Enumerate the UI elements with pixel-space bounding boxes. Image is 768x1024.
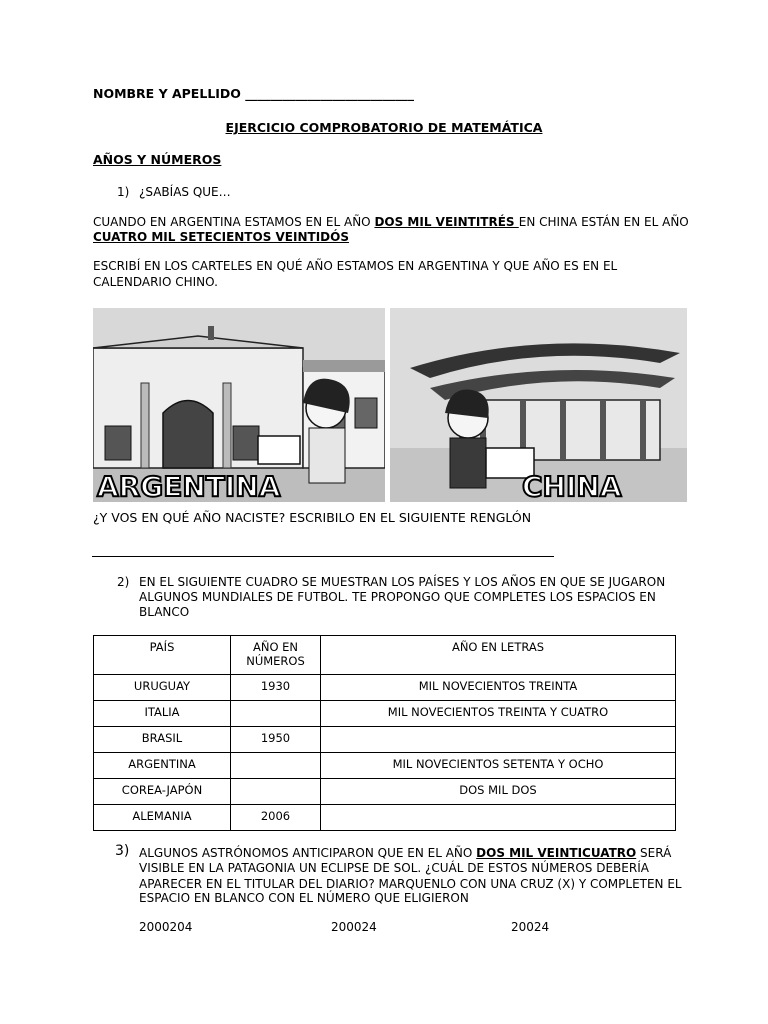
- cell-year-words: MIL NOVECIENTOS TREINTA Y CUATRO: [321, 701, 676, 727]
- section-title: AÑOS Y NÚMEROS: [93, 152, 222, 167]
- table-row: [94, 701, 676, 727]
- cell-year-words-blank[interactable]: [321, 805, 676, 831]
- q1-p2-line2: CALENDARIO CHINO.: [93, 275, 218, 289]
- q2-line1: EN EL SIGUIENTE CUADRO SE MUESTRAN LOS PAÍSES Y LOS AÑOS EN QUE SE JUGARON: [139, 575, 666, 589]
- birth-year-question: ¿Y VOS EN QUÉ AÑO NACISTE? ESCRIBILO EN EL SIGUIENTE RENGLÓN: [93, 510, 532, 525]
- chinese-temple-drawing: [390, 308, 687, 502]
- q2-line2: ALGUNOS MUNDIALES DE FUTBOL. TE PROPONGO QUE COMPLETES LOS ESPACIOS EN: [139, 590, 656, 604]
- q3-l1-text-a: ALGUNOS ASTRÓNOMOS ANTICIPARON QUE EN EL AÑO: [139, 846, 477, 860]
- header-year-words: AÑO EN LETRAS: [321, 636, 676, 675]
- q3-line3: APARECER EN EL TITULAR DEL DIARIO? MARQUENLO CON UNA CRUZ (X) Y COMPLETEN EL: [139, 877, 682, 891]
- cell-country: BRASIL: [94, 727, 231, 753]
- q1-p1-text-b: EN CHINA ESTÁN EN EL AÑO: [518, 215, 689, 229]
- china-illustration: [390, 308, 687, 502]
- page-title: EJERCICIO COMPROBATORIO DE MATEMÁTICA: [225, 120, 543, 135]
- q1-p2-line1: ESCRIBÍ EN LOS CARTELES EN QUÉ AÑO ESTAMOS EN ARGENTINA Y QUE AÑO ES EN EL: [93, 259, 618, 273]
- q3-number: 3): [115, 843, 130, 859]
- cell-year-words: MIL NOVECIENTOS TREINTA: [321, 675, 676, 701]
- q2-number: 2): [117, 575, 130, 589]
- table-header-row: [94, 636, 676, 675]
- table-row: [94, 805, 676, 831]
- q1-p1-bold-year-china: CUATRO MIL SETECIENTOS VEINTIDÓS: [93, 230, 349, 244]
- cell-year-number: 2006: [231, 805, 321, 831]
- q1-p1-text-a: CUANDO EN ARGENTINA ESTAMOS EN EL AÑO: [93, 215, 375, 229]
- name-label: NOMBRE Y APELLIDO: [93, 86, 241, 101]
- cell-year-number-blank[interactable]: [231, 779, 321, 805]
- cell-year-number-blank[interactable]: [231, 753, 321, 779]
- table-row: [94, 779, 676, 805]
- cell-country: COREA-JAPÓN: [94, 779, 231, 805]
- q3-line2: VISIBLE EN LA PATAGONIA UN ECLIPSE DE SOL. ¿CUÁL DE ESTOS NÚMEROS DEBERÍA: [139, 861, 649, 875]
- cell-year-number: 1950: [231, 727, 321, 753]
- table-row: [94, 753, 676, 779]
- q1-p1-bold-year-argentina: DOS MIL VEINTITRÉS: [374, 215, 519, 229]
- q2-line3: BLANCO: [139, 605, 190, 619]
- q3-l1-bold-year: DOS MIL VEINTICUATRO: [476, 846, 637, 860]
- name-blank-line[interactable]: ___________________________: [245, 86, 415, 101]
- cell-country: ITALIA: [94, 701, 231, 727]
- cell-country: ARGENTINA: [94, 753, 231, 779]
- cell-year-words: MIL NOVECIENTOS SETENTA Y OCHO: [321, 753, 676, 779]
- q3-option-2[interactable]: 200024: [331, 920, 377, 934]
- name-field-label: [93, 86, 414, 101]
- cell-year-words-blank[interactable]: [321, 727, 676, 753]
- table-row: [94, 727, 676, 753]
- q1-number: 1): [117, 185, 130, 199]
- q1-paragraph-1: [93, 214, 693, 230]
- q3-line4: ESPACIO EN BLANCO CON EL NÚMERO QUE ELIGIERON: [139, 891, 469, 905]
- cell-country: ALEMANIA: [94, 805, 231, 831]
- cell-year-number-blank[interactable]: [231, 701, 321, 727]
- cell-country: URUGUAY: [94, 675, 231, 701]
- argentina-caption: ARGENTINA: [97, 470, 281, 502]
- table-row: [94, 675, 676, 701]
- birth-year-answer-line[interactable]: [92, 556, 554, 557]
- q3-option-3[interactable]: 20024: [511, 920, 550, 934]
- q1-title: ¿SABÍAS QUE…: [139, 185, 231, 199]
- casa-rosada-drawing: [93, 308, 385, 502]
- world-cup-table: [93, 635, 676, 831]
- q3-option-1[interactable]: 2000204: [139, 920, 193, 934]
- header-year-number: AÑO EN NÚMEROS: [231, 636, 321, 675]
- q3-l1-text-b: SERÁ: [636, 846, 672, 860]
- argentina-illustration: [93, 308, 385, 502]
- china-caption: CHINA: [522, 470, 622, 502]
- cell-year-number: 1930: [231, 675, 321, 701]
- q3-line1: [139, 845, 671, 861]
- cell-year-words: DOS MIL DOS: [321, 779, 676, 805]
- header-country: PAÍS: [94, 636, 231, 675]
